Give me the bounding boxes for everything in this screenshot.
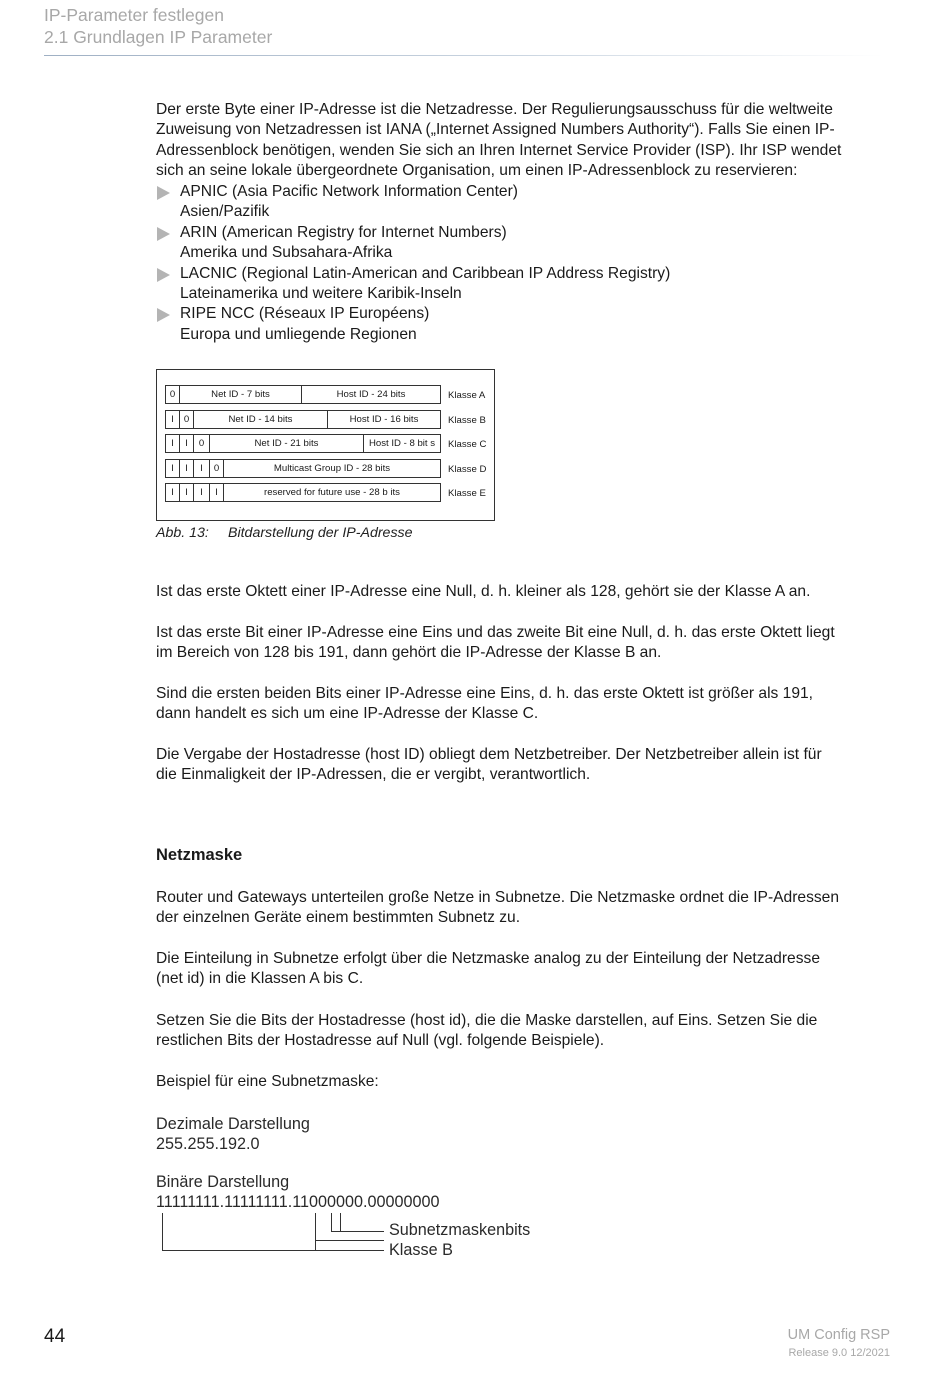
paragraph-line: Ist das erste Bit einer IP-Adresse eine Eins und das zweite Bit eine Null, d. h. das erste Oktett liegt: [156, 624, 835, 641]
bracket-line: [162, 1213, 163, 1250]
bit-cell: I: [193, 483, 210, 502]
registry-region: Amerika und Subsahara-Afrika: [180, 244, 393, 262]
paragraph-line: dann handelt es sich um eine IP-Adresse der Klasse C.: [156, 705, 539, 723]
class-label: Klasse B: [448, 415, 486, 426]
bit-cell: I: [179, 434, 194, 453]
figure-caption: [156, 525, 413, 541]
bullet-triangle-icon: [157, 227, 170, 241]
multicast-id-cell: Multicast Group ID - 28 bits: [223, 459, 441, 478]
paragraph-line: der einzelnen Geräte einem bestimmten Subnetz zu.: [156, 909, 521, 927]
host-id-cell: Host ID - 24 bits: [301, 385, 441, 404]
netzmaske-paragraph: [156, 888, 896, 929]
footer-doc-title: UM Config RSP: [787, 1327, 890, 1343]
class-b-row: [165, 410, 441, 429]
registry-name: APNIC (Asia Pacific Network Information Center): [180, 183, 518, 200]
section-heading: Netzmaske: [156, 846, 243, 864]
caption-text: Bitdarstellung der IP-Adresse: [228, 525, 413, 541]
intro-line: sich an seine lokale übergeordnete Organisation, um einen IP-Adressenblock zu reservieren:: [156, 162, 798, 180]
decimal-value: 255.255.192.0: [156, 1135, 260, 1153]
class-label: Klasse E: [448, 488, 486, 499]
binary-label: Binäre Darstellung: [156, 1173, 290, 1191]
intro-paragraph: [156, 100, 896, 182]
binary-value: 11111111.11111111.11000000.00000000: [156, 1193, 440, 1211]
running-header: [44, 4, 272, 48]
bit-cell: I: [165, 410, 180, 429]
decimal-label: Dezimale Darstellung: [156, 1115, 310, 1133]
net-id-cell: Net ID - 21 bits: [209, 434, 364, 453]
bullet-triangle-icon: [157, 308, 170, 322]
class-d-row: [165, 459, 441, 478]
bit-cell: 0: [179, 410, 194, 429]
bit-cell: I: [165, 483, 180, 502]
host-id-paragraph: [156, 745, 896, 786]
registry-name: LACNIC (Regional Latin-American and Caribbean IP Address Registry): [180, 264, 671, 282]
registry-name: RIPE NCC (Réseaux IP Européens): [180, 305, 430, 323]
host-id-cell: Host ID - 8 bit s: [363, 434, 441, 453]
netzmaske-paragraph: [156, 1011, 896, 1052]
class-b-label: Klasse B: [389, 1241, 453, 1259]
paragraph-line: die Einmaligkeit der IP-Adressen, die er vergibt, verantwortlich.: [156, 766, 591, 784]
registry-region: Lateinamerika und weitere Karibik-Inseln: [180, 285, 462, 303]
net-id-cell: Net ID - 14 bits: [193, 410, 328, 429]
bracket-line: [315, 1213, 316, 1250]
paragraph-line: im Bereich von 128 bis 191, dann gehört die IP-Adresse der Klasse B an.: [156, 644, 662, 662]
intro-line: Adressenblock benötigen, wenden Sie sich an Ihren Internet Service Provider (ISP). Ihr ISP wendet: [156, 141, 842, 159]
class-c-paragraph: [156, 684, 896, 725]
registry-list: [156, 182, 856, 345]
bullet-triangle-icon: [157, 186, 170, 200]
class-label: Klasse C: [448, 439, 487, 450]
paragraph-line: Ist das erste Oktett einer IP-Adresse eine Null, d. h. kleiner als 128, gehört sie der Klasse A an.: [156, 583, 811, 600]
bit-cell: I: [165, 434, 180, 453]
bit-cell: 0: [209, 459, 224, 478]
bit-cell: 0: [165, 385, 180, 404]
registry-region: Asien/Pazifik: [180, 203, 270, 221]
bit-cell: I: [209, 483, 224, 502]
footer-release: Release 9.0 12/2021: [788, 1347, 890, 1359]
paragraph-line: Die Vergabe der Hostadresse (host ID) obliegt dem Netzbetreiber. Der Netzbetreiber allein ist für: [156, 746, 822, 763]
reserved-cell: reserved for future use - 28 b its: [223, 483, 441, 502]
class-label: Klasse D: [448, 464, 487, 475]
registry-region: Europa und umliegende Regionen: [180, 325, 417, 343]
page-number: 44: [44, 1326, 66, 1347]
class-c-row: [165, 434, 441, 453]
class-label: Klasse A: [448, 390, 486, 401]
bit-cell: I: [165, 459, 180, 478]
paragraph-line: (net id) in die Klassen A bis C.: [156, 970, 364, 988]
registry-name: ARIN (American Registry for Internet Numbers): [180, 223, 507, 241]
netzmaske-paragraph: [156, 1072, 896, 1092]
bit-cell: 0: [193, 434, 210, 453]
netzmaske-paragraph: [156, 949, 896, 990]
bit-cell: I: [193, 459, 210, 478]
paragraph-line: Setzen Sie die Bits der Hostadresse (host id), die die Maske darstellen, auf Eins. Setzen Sie die: [156, 1012, 818, 1029]
net-id-cell: Net ID - 7 bits: [179, 385, 302, 404]
bracket-line: [331, 1213, 332, 1231]
paragraph-line: Router und Gateways unterteilen große Netze in Subnetze. Die Netzmaske ordnet die IP-Adressen: [156, 889, 840, 906]
bullet-triangle-icon: [157, 268, 170, 282]
header-rule: [44, 55, 884, 56]
intro-line: Der erste Byte einer IP-Adresse ist die Netzadresse. Der Regulierungsausschuss für die weltweite: [156, 101, 833, 118]
header-section: 2.1 Grundlagen IP Parameter: [44, 27, 273, 47]
bracket-line: [331, 1231, 384, 1232]
class-e-row: [165, 483, 441, 502]
paragraph-line: Beispiel für eine Subnetzmaske:: [156, 1073, 379, 1090]
ip-class-bit-figure: [156, 369, 495, 521]
bracket-line: [315, 1240, 384, 1241]
subnet-bits-label: Subnetzmaskenbits: [389, 1221, 531, 1239]
class-a-row: [165, 385, 441, 404]
class-a-paragraph: [156, 582, 896, 602]
list-item: [156, 264, 856, 305]
bracket-line: [162, 1250, 384, 1251]
paragraph-line: Die Einteilung in Subnetze erfolgt über die Netzmaske analog zu der Einteilung der Netzadresse: [156, 950, 820, 967]
class-b-paragraph: [156, 623, 896, 664]
intro-line: Zuweisung von Netzadressen ist IANA („Internet Assigned Numbers Authority“). Falls Sie einen IP-: [156, 121, 835, 139]
caption-number: Abb. 13:: [156, 525, 209, 541]
list-item: [156, 304, 856, 345]
bit-cell: I: [179, 459, 194, 478]
bit-cell: I: [179, 483, 194, 502]
host-id-cell: Host ID - 16 bits: [327, 410, 441, 429]
paragraph-line: restlichen Bits der Hostadresse auf Null (vgl. folgende Beispiele).: [156, 1032, 605, 1050]
bracket-line: [340, 1213, 341, 1231]
list-item: [156, 182, 856, 223]
list-item: [156, 223, 856, 264]
paragraph-line: Sind die ersten beiden Bits einer IP-Adresse eine Eins, d. h. das erste Oktett ist größer als 191,: [156, 685, 814, 702]
header-chapter: IP-Parameter festlegen: [44, 5, 224, 25]
